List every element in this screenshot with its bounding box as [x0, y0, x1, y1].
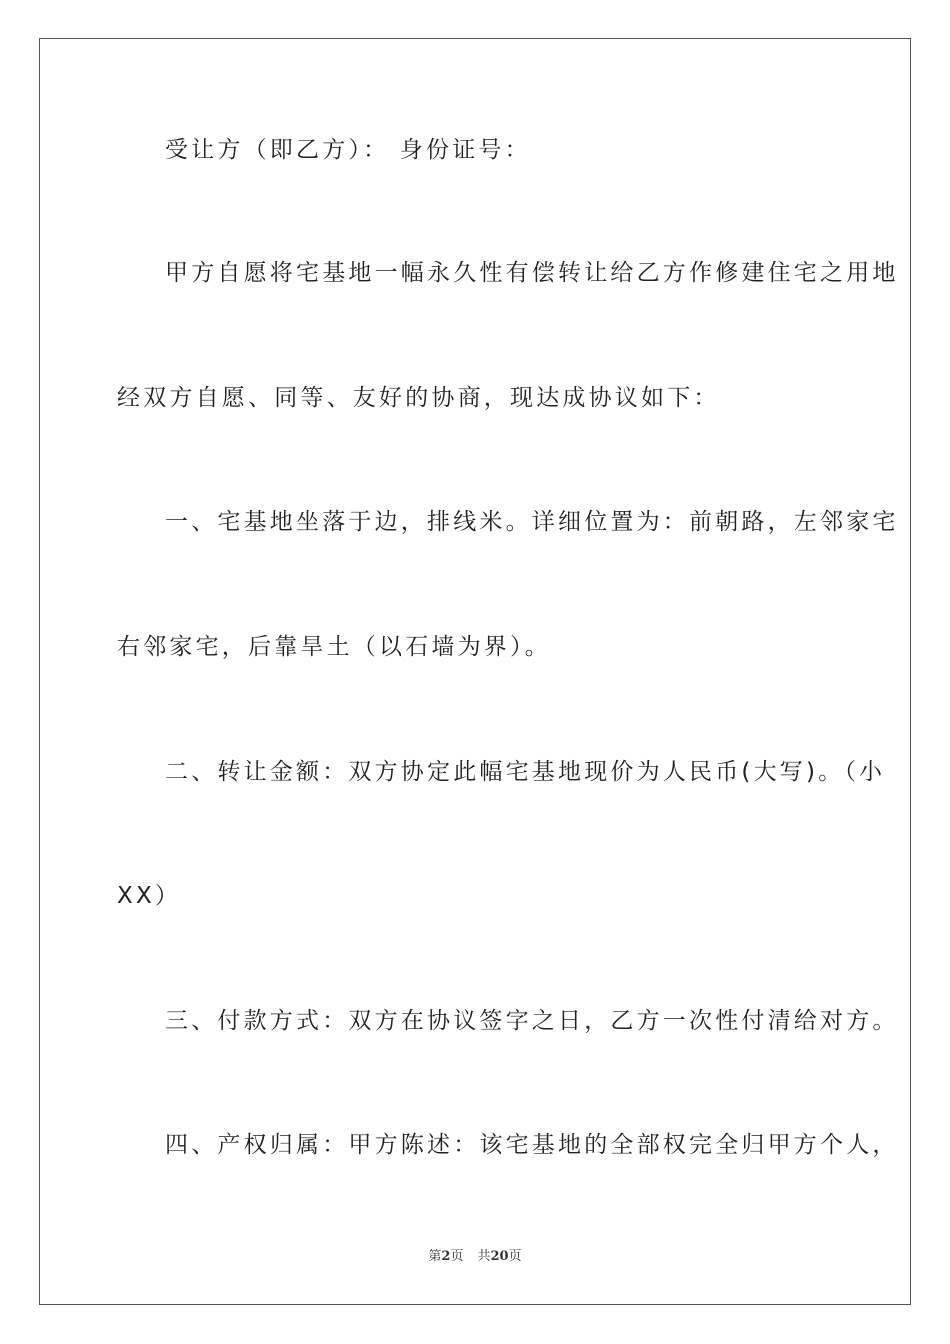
clause-one-continued: 右邻家宅，后靠旱土（以石墙为界）。	[117, 634, 551, 660]
clause-two-continued: XX）	[117, 883, 182, 909]
footer-page-number: 2	[441, 1249, 451, 1264]
clause-three: 三、付款方式：双方在协议签字之日，乙方一次性付清给对方。	[165, 1008, 899, 1034]
page-border	[39, 38, 911, 1305]
footer-total-pages: 20	[490, 1249, 509, 1264]
footer-total-prefix: 共	[477, 1249, 491, 1264]
footer-page-prefix: 第	[428, 1249, 442, 1264]
clause-two: 二、转让金额：双方协定此幅宅基地现价为人民币(大写)。（小	[165, 759, 886, 785]
clause-four: 四、产权归属：甲方陈述：该宅基地的全部权完全归甲方个人，	[165, 1132, 899, 1158]
page-footer	[0, 1248, 950, 1266]
paragraph-transferee: 受让方（即乙方）： 身份证号：	[165, 137, 531, 163]
paragraph-intro: 甲方自愿将宅基地一幅永久性有偿转让给乙方作修建住宅之用地	[165, 260, 899, 286]
clause-one: 一、宅基地坐落于边，排线米。详细位置为：前朝路，左邻家宅	[165, 509, 899, 535]
footer-page-suffix: 页	[450, 1249, 464, 1264]
paragraph-intro-continued: 经双方自愿、同等、友好的协商，现达成协议如下：	[117, 385, 720, 411]
footer-total-suffix: 页	[508, 1249, 522, 1264]
